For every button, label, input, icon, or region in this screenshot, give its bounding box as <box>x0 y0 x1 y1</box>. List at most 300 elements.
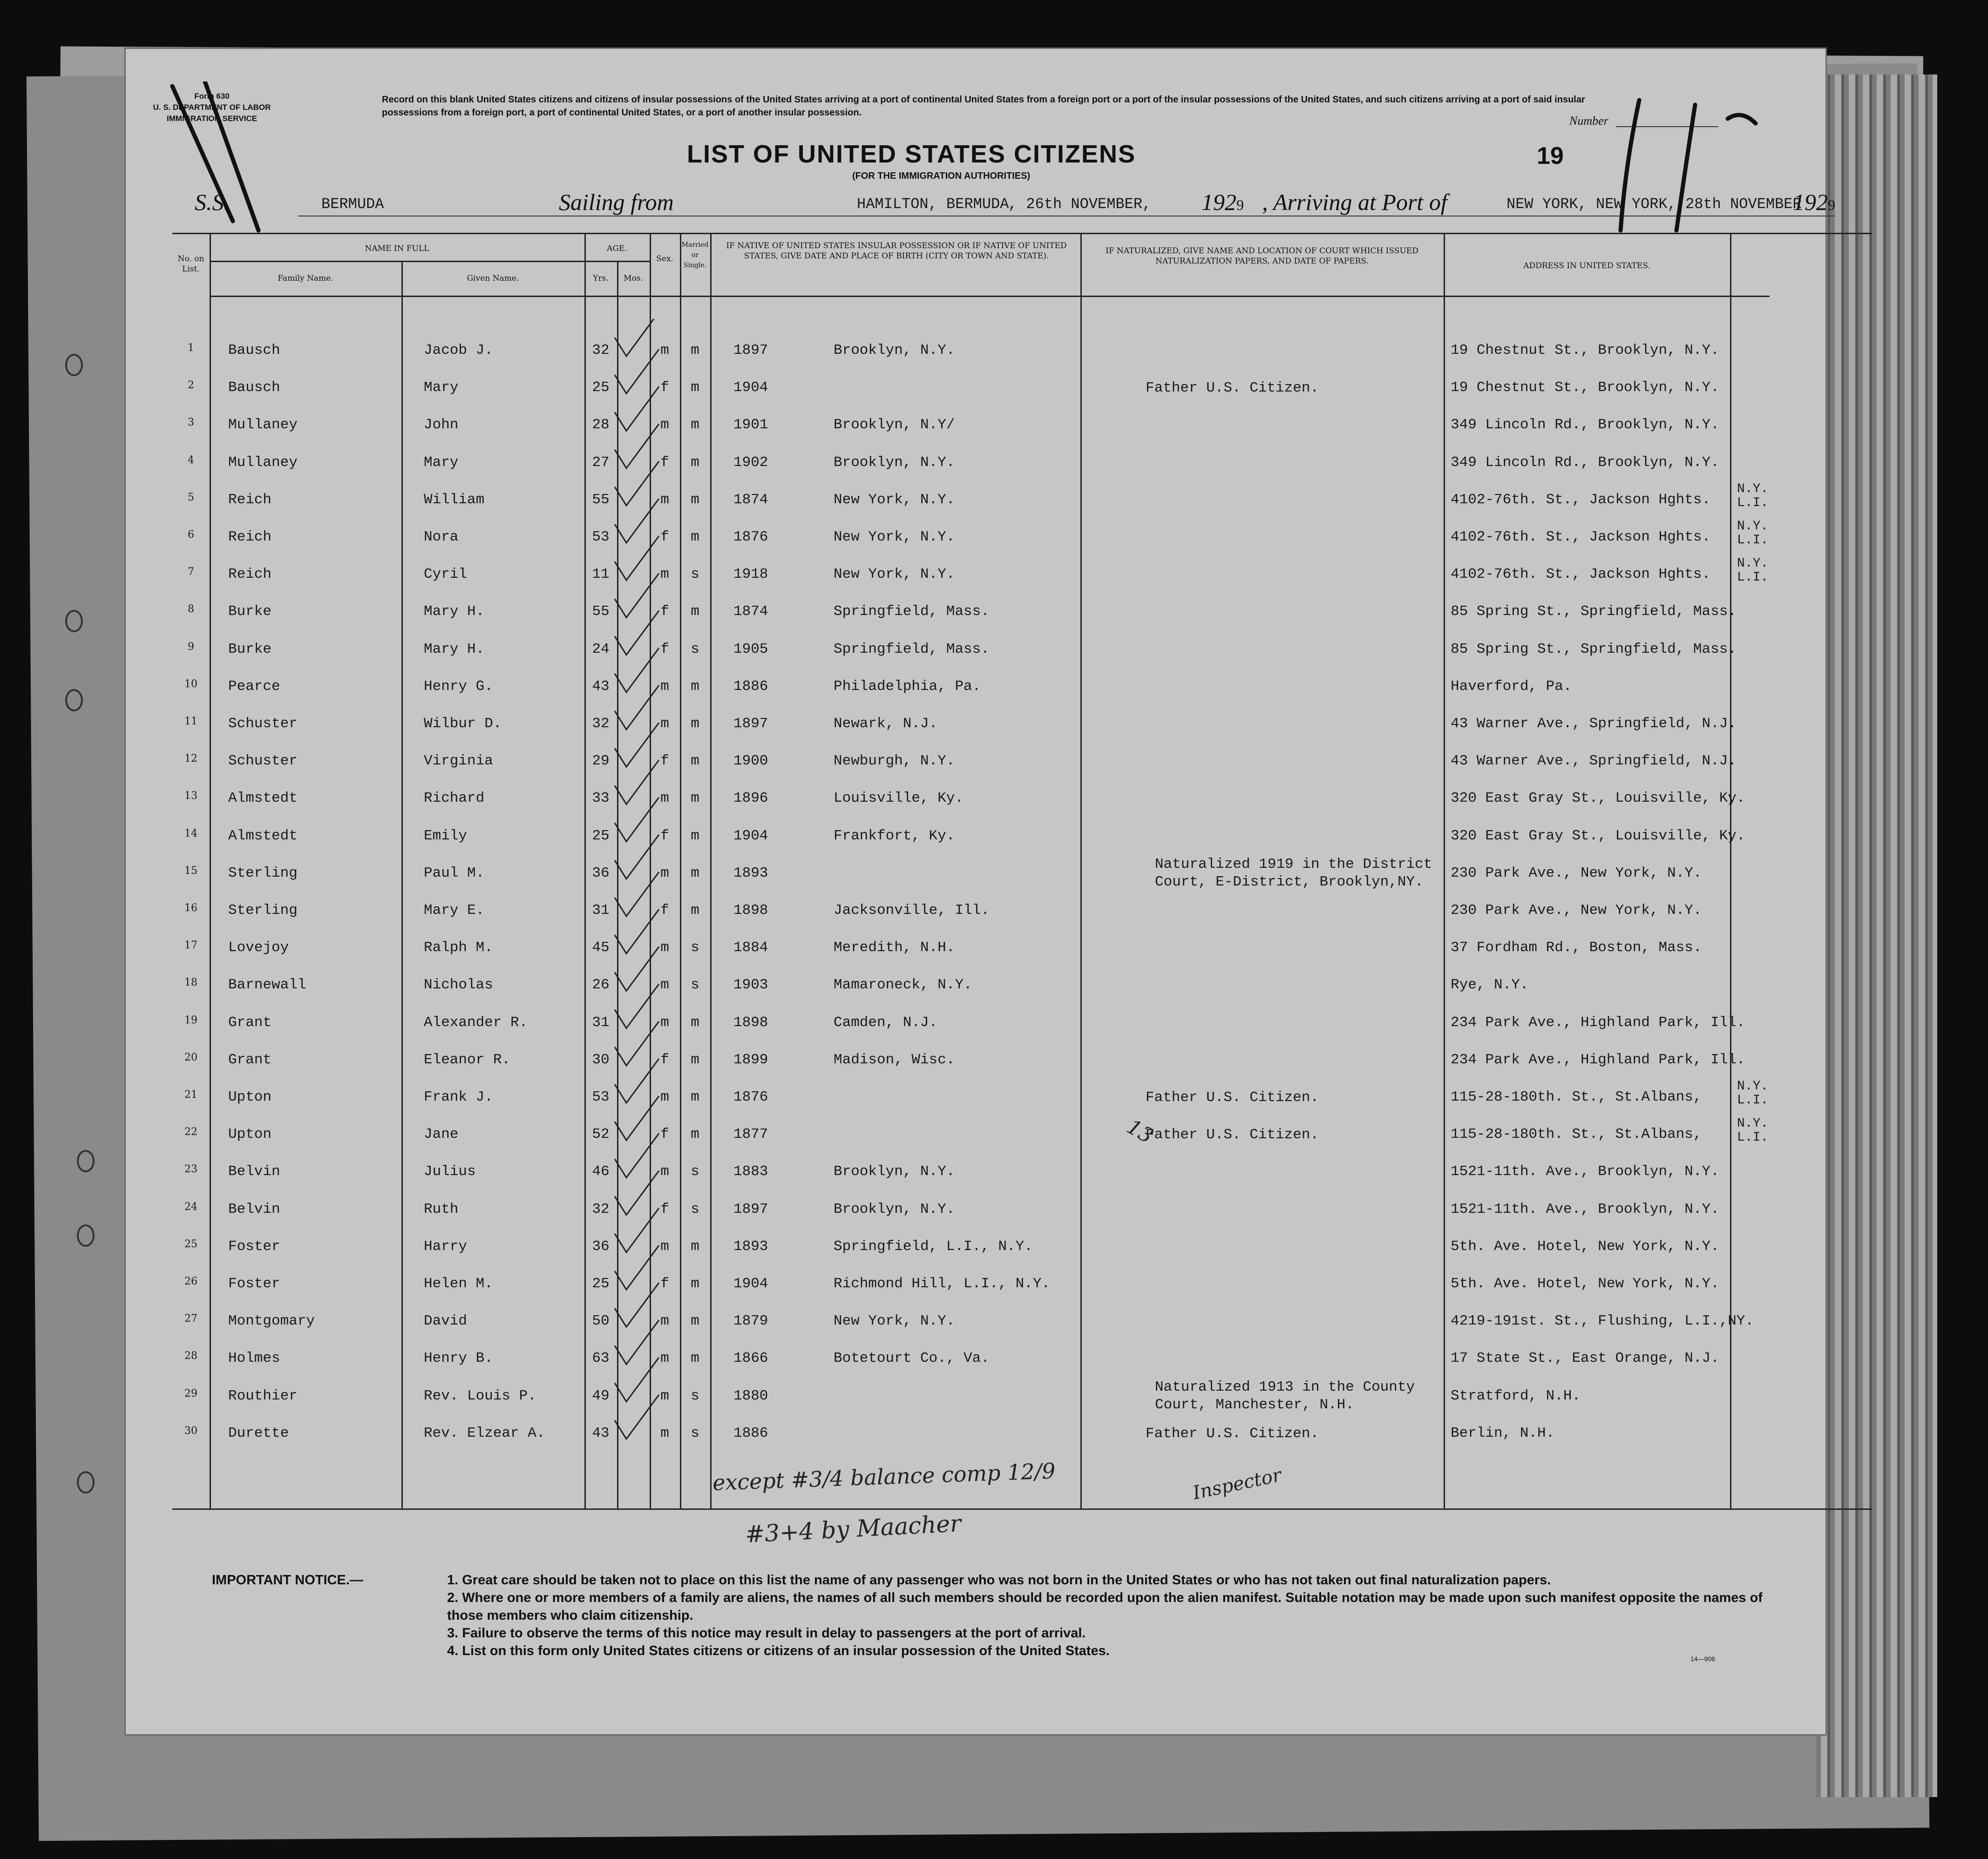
cell-ms: m <box>691 790 699 807</box>
cell-year: 1897 <box>733 1201 768 1217</box>
cell-ms: s <box>691 977 699 994</box>
cell-given: Mary H. <box>424 641 485 657</box>
cell-place: Meredith, N.H. <box>834 940 955 956</box>
check-mark <box>615 1358 659 1402</box>
cell-sex: m <box>660 1387 669 1404</box>
cell-addr: 43 Warner Ave., Springfield, N.J. <box>1451 716 1737 732</box>
col-name-in-full: NAME IN FULL <box>365 244 429 253</box>
page-subtitle: (FOR THE IMMIGRATION AUTHORITIES) <box>852 171 1031 181</box>
cell-no: 14 <box>184 827 197 839</box>
cell-addr: 320 East Gray St., Louisville, Ky. <box>1451 790 1745 807</box>
arriving-label: , Arriving at Port of <box>1262 189 1447 215</box>
cell-no: 1 <box>188 342 194 354</box>
cell-sex: m <box>660 1425 669 1441</box>
check-mark <box>615 872 659 916</box>
cell-addr: 349 Lincoln Rd., Brooklyn, N.Y. <box>1451 454 1719 471</box>
check-mark <box>615 1283 659 1327</box>
cell-age: 32 <box>592 716 610 732</box>
cell-year: 1883 <box>733 1163 768 1180</box>
cell-year: 1898 <box>733 1014 768 1031</box>
cell-no: 10 <box>184 678 197 690</box>
table-header-rule <box>210 296 1770 297</box>
ss-label: S.S. <box>195 189 230 215</box>
cell-no: 9 <box>188 641 194 653</box>
check-mark <box>615 798 659 842</box>
cell-family: Upton <box>228 1126 272 1143</box>
cell-addr: Stratford, N.H. <box>1451 1387 1581 1404</box>
handwritten-acceptance: except #3/4 balance comp 12/9 <box>712 1458 1056 1495</box>
cell-given: John <box>424 417 459 433</box>
cell-sex: f <box>660 1126 669 1143</box>
check-mark <box>615 685 659 730</box>
cell-sex: m <box>660 1014 669 1031</box>
punch-hole <box>77 1150 95 1172</box>
department: U. S. DEPARTMENT OF LABOR <box>153 103 271 112</box>
name-group-rule <box>210 261 584 262</box>
cell-ms: m <box>691 902 699 919</box>
check-marks <box>605 319 717 1497</box>
cell-age: 50 <box>592 1313 610 1330</box>
notice-item: 1. Great care should be taken not to place on this list the name of any passenger who was not born in the United States or who has not taken out final naturalization papers. <box>447 1573 1551 1588</box>
col-rule <box>584 233 586 1508</box>
cell-place: Springfield, Mass. <box>834 641 990 657</box>
service: IMMIGRATION SERVICE <box>167 114 257 123</box>
cell-family: Lovejoy <box>228 940 289 956</box>
notice-item: 2. Where one or more members of a family are aliens, the names of all such members should be recorded upon the alien manifest. Suitable notation may be made upon such manifest opposite the names of those members who claim citizenship. <box>447 1590 1763 1623</box>
cell-age: 25 <box>592 379 610 396</box>
cell-sex: f <box>660 902 669 919</box>
check-mark <box>615 760 659 804</box>
check-mark <box>615 611 659 655</box>
cell-family: Mullaney <box>228 454 298 471</box>
page-title: LIST OF UNITED STATES CITIZENS <box>687 140 1136 168</box>
cell-naturalization: Father U.S. Citizen. <box>1146 1089 1319 1106</box>
cell-ms: m <box>691 716 699 732</box>
cell-family: Burke <box>228 641 272 657</box>
cell-no: 30 <box>184 1425 197 1437</box>
punch-hole <box>65 689 83 711</box>
cell-age: 32 <box>592 342 610 358</box>
cell-no: 2 <box>188 379 194 392</box>
cell-addr: Haverford, Pa. <box>1451 678 1572 695</box>
table-bottom-rule <box>172 1508 1872 1510</box>
cell-ms: m <box>691 827 699 844</box>
cell-sex: m <box>660 1238 669 1255</box>
cell-age: 33 <box>592 790 610 807</box>
cell-sex: m <box>660 678 669 695</box>
cell-family: Upton <box>228 1089 272 1105</box>
check-mark <box>615 349 659 393</box>
cell-year: 1886 <box>733 678 768 695</box>
cell-place: Springfield, L.I., N.Y. <box>834 1238 1033 1255</box>
cell-year: 1866 <box>733 1350 768 1367</box>
cell-addr: 4219-191st. St., Flushing, L.I.,NY. <box>1451 1313 1754 1330</box>
col-no: No. on List. <box>177 254 204 274</box>
manifest-sheet <box>126 49 1835 1734</box>
cell-year: 1904 <box>733 379 768 396</box>
cell-no: 26 <box>184 1276 197 1287</box>
cell-ms: m <box>691 1350 699 1367</box>
punch-hole <box>65 354 83 376</box>
cell-given: Nora <box>424 529 459 545</box>
cell-ms: m <box>691 529 699 545</box>
cell-family: Belvin <box>228 1201 280 1217</box>
check-mark <box>615 319 659 356</box>
cell-ms: m <box>691 417 699 433</box>
cell-no: 8 <box>188 603 194 615</box>
cell-sex: m <box>660 1350 669 1367</box>
cell-place: Springfield, Mass. <box>834 603 990 620</box>
cell-year: 1903 <box>733 977 768 994</box>
cell-sex: m <box>660 491 669 508</box>
cell-no: 12 <box>184 753 197 765</box>
notice-item: 3. Failure to observe the terms of this notice may result in delay to passengers at the port of arrival. <box>447 1626 1086 1641</box>
cell-sex: f <box>660 1051 669 1068</box>
record-instruction: Record on this blank United States citizens and citizens of insular possessions of the United States arriving at a port of continental United States from a foreign port or a port of the insular possessions of the United States, and such citizens arriving at a port of said insular possessions from a foreign port, a port of continental United States, or a port of another insular possession. <box>382 95 1585 118</box>
departure-year: 1929 <box>1201 189 1244 215</box>
cell-naturalization: Naturalized 1913 in the County Court, Manchester, N.H. <box>1155 1379 1415 1413</box>
cell-addr-suffix: N.Y. L.I. <box>1737 1079 1769 1108</box>
cell-year: 1876 <box>733 529 768 545</box>
col-rule <box>1080 233 1082 1508</box>
cell-family: Mullaney <box>228 417 298 433</box>
cell-given: Ralph M. <box>424 940 493 956</box>
cell-addr: 4102-76th. St., Jackson Hghts. <box>1451 529 1711 545</box>
cell-year: 1902 <box>733 454 768 471</box>
cell-addr: 230 Park Ave., New York, N.Y. <box>1451 902 1702 919</box>
col-given: Given Name. <box>467 274 519 283</box>
check-mark <box>615 909 659 953</box>
cell-sex: m <box>660 790 669 807</box>
cell-naturalization: Father U.S. Citizen. <box>1146 380 1319 397</box>
cell-sex: f <box>660 454 669 471</box>
check-mark <box>615 1059 659 1103</box>
cell-addr: 115-28-180th. St., St.Albans, <box>1451 1126 1702 1143</box>
cell-given: Wilbur D. <box>424 716 502 732</box>
check-mark <box>615 1021 659 1066</box>
cell-age: 46 <box>592 1163 610 1180</box>
cell-family: Holmes <box>228 1350 280 1367</box>
cell-age: 36 <box>592 865 610 881</box>
ship-name: BERMUDA <box>321 196 384 213</box>
cell-ms: m <box>691 1276 699 1292</box>
form-number: Form 630 <box>194 92 230 101</box>
cell-family: Grant <box>228 1014 272 1031</box>
cell-given: Emily <box>424 827 468 844</box>
cell-ms: m <box>691 1238 699 1255</box>
cell-age: 32 <box>592 1201 610 1217</box>
check-mark <box>615 1320 659 1364</box>
cell-ms: s <box>691 566 699 583</box>
cell-given: Alexander R. <box>424 1014 528 1031</box>
cell-place: Philadelphia, Pa. <box>834 678 981 695</box>
cell-place: New York, N.Y. <box>834 491 955 508</box>
cell-place: Camden, N.J. <box>834 1014 938 1031</box>
number-label: Number <box>1569 114 1608 128</box>
cell-age: 29 <box>592 753 610 770</box>
cell-place: New York, N.Y. <box>834 1313 955 1330</box>
cell-ms: s <box>691 940 699 956</box>
cell-no: 27 <box>184 1313 197 1325</box>
cell-place: Frankfort, Ky. <box>834 827 955 844</box>
cell-sex: m <box>660 865 669 881</box>
cell-family: Reich <box>228 491 272 508</box>
cell-no: 11 <box>184 716 197 727</box>
cell-age: 27 <box>592 454 610 471</box>
cell-sex: f <box>660 379 669 396</box>
cell-no: 28 <box>184 1350 197 1362</box>
inspector-signature: Inspector <box>1191 1464 1283 1504</box>
cell-year: 1874 <box>733 491 768 508</box>
cell-sex: m <box>660 1163 669 1180</box>
cell-place: Brooklyn, N.Y. <box>834 1163 955 1180</box>
cell-place: Mamaroneck, N.Y. <box>834 977 972 994</box>
cell-family: Schuster <box>228 753 298 770</box>
table-top-rule <box>172 233 1872 234</box>
col-age: AGE. <box>607 244 627 253</box>
arrival-year: 1929 <box>1793 189 1835 215</box>
col-sex: Sex. <box>656 254 673 264</box>
cell-age: 52 <box>592 1126 610 1143</box>
cell-addr: 234 Park Ave., Highland Park, Ill. <box>1451 1051 1745 1068</box>
cell-addr: 230 Park Ave., New York, N.Y. <box>1451 865 1702 881</box>
cell-ms: m <box>691 1051 699 1068</box>
cell-addr-suffix: N.Y. L.I. <box>1737 1116 1769 1145</box>
cell-age: 43 <box>592 1425 610 1441</box>
cell-no: 4 <box>188 454 194 466</box>
cell-ms: m <box>691 1089 699 1105</box>
col-birth: IF NATIVE OF UNITED STATES INSULAR POSSESSION OR IF NATIVE OF UNITED STATES, GIVE DATE AND PLACE OF BIRTH (CITY OR TOWN AND STATE). <box>726 241 1067 261</box>
cell-year: 1880 <box>733 1387 768 1404</box>
cell-age: 53 <box>592 529 610 545</box>
cell-sex: f <box>660 1201 669 1217</box>
cell-year: 1905 <box>733 641 768 657</box>
notice-heading: IMPORTANT NOTICE.— <box>212 1573 363 1588</box>
check-mark <box>615 946 659 991</box>
check-mark <box>615 424 659 468</box>
cell-age: 43 <box>592 678 610 695</box>
cell-no: 29 <box>184 1387 197 1399</box>
cell-given: Jane <box>424 1126 459 1143</box>
cell-family: Durette <box>228 1425 289 1441</box>
cell-age: 63 <box>592 1350 610 1367</box>
cell-given: Mary H. <box>424 603 485 620</box>
cell-addr: 1521-11th. Ave., Brooklyn, N.Y. <box>1451 1163 1719 1180</box>
cell-place: Brooklyn, N.Y. <box>834 342 955 358</box>
cell-addr: 115-28-180th. St., St.Albans, <box>1451 1089 1702 1105</box>
cell-place: Madison, Wisc. <box>834 1051 955 1068</box>
col-naturalized: IF NATURALIZED, GIVE NAME AND LOCATION OF COURT WHICH ISSUED NATURALIZATION PAPERS, AND DATE OF PAPERS. <box>1106 246 1418 266</box>
cell-family: Barnewall <box>228 977 306 994</box>
cell-ms: s <box>691 1201 699 1217</box>
departure-date: , 26th NOVEMBER, <box>1008 196 1152 213</box>
check-mark <box>615 835 659 879</box>
cell-ms: m <box>691 491 699 508</box>
cell-sex: f <box>660 827 669 844</box>
cell-place: Jacksonville, Ill. <box>834 902 990 919</box>
cell-given: Cyril <box>424 566 468 583</box>
cell-given: Helen M. <box>424 1276 493 1292</box>
cell-naturalization: Father U.S. Citizen. <box>1146 1127 1319 1143</box>
cell-ms: m <box>691 678 699 695</box>
page-stack-edge <box>1816 74 1937 1797</box>
cell-no: 15 <box>184 865 197 877</box>
cell-age: 24 <box>592 641 610 657</box>
col-yrs: Yrs. <box>593 274 609 283</box>
cell-family: Burke <box>228 603 272 620</box>
cell-year: 1901 <box>733 417 768 433</box>
check-mark <box>615 1245 659 1290</box>
cell-year: 1918 <box>733 566 768 583</box>
cell-given: Jacob J. <box>424 342 493 358</box>
cell-given: Ruth <box>424 1201 459 1217</box>
cell-age: 31 <box>592 902 610 919</box>
cell-ms: s <box>691 1425 699 1441</box>
cell-given: Virginia <box>424 753 493 770</box>
cell-sex: m <box>660 1089 669 1105</box>
cell-year: 1886 <box>733 1425 768 1441</box>
cell-addr: 5th. Ave. Hotel, New York, N.Y. <box>1451 1238 1719 1255</box>
cell-no: 6 <box>188 529 194 541</box>
check-mark <box>615 1171 659 1215</box>
cell-addr: 349 Lincoln Rd., Brooklyn, N.Y. <box>1451 417 1719 433</box>
cell-sex: f <box>660 641 669 657</box>
cell-no: 20 <box>184 1051 197 1063</box>
cell-year: 1900 <box>733 753 768 770</box>
cell-given: Mary <box>424 454 459 471</box>
punch-hole <box>77 1471 95 1494</box>
cell-age: 31 <box>592 1014 610 1031</box>
cell-family: Sterling <box>228 902 298 919</box>
cell-given: William <box>424 491 485 508</box>
cell-no: 23 <box>184 1163 197 1176</box>
cell-year: 1893 <box>733 1238 768 1255</box>
cell-age: 55 <box>592 603 610 620</box>
cell-year: 1874 <box>733 603 768 620</box>
cell-place: Richmond Hill, L.I., N.Y. <box>834 1276 1051 1292</box>
sailing-label: Sailing from <box>559 189 674 215</box>
cell-given: Henry G. <box>424 678 493 695</box>
cell-year: 1904 <box>733 827 768 844</box>
cell-family: Reich <box>228 566 272 583</box>
important-notice <box>212 1571 1795 1660</box>
cell-age: 53 <box>592 1089 610 1105</box>
cell-sex: f <box>660 529 669 545</box>
check-mark <box>615 1208 659 1252</box>
cell-family: Foster <box>228 1238 280 1255</box>
cell-age: 26 <box>592 977 610 994</box>
check-mark <box>615 723 659 767</box>
cell-place: Brooklyn, N.Y/ <box>834 417 955 433</box>
cell-place: Botetourt Co., Va. <box>834 1350 990 1367</box>
cell-age: 25 <box>592 1276 610 1292</box>
check-mark <box>615 536 659 580</box>
col-mos: Mos. <box>624 274 643 283</box>
cell-given: David <box>424 1313 468 1330</box>
cell-no: 25 <box>184 1238 197 1250</box>
cell-ms: m <box>691 753 699 770</box>
cell-ms: m <box>691 1126 699 1143</box>
arrival-port: NEW YORK, NEW YORK, 28th NOVEMBER <box>1506 196 1802 213</box>
check-mark <box>615 1133 659 1177</box>
cell-no: 16 <box>184 902 197 914</box>
col-address: ADDRESS IN UNITED STATES. <box>1523 261 1650 270</box>
cell-given: Mary E. <box>424 902 485 919</box>
cell-family: Almstedt <box>228 790 298 807</box>
age-group-rule <box>584 261 650 262</box>
cell-addr: 4102-76th. St., Jackson Hghts. <box>1451 566 1711 583</box>
cell-given: Nicholas <box>424 977 493 994</box>
cell-given: Julius <box>424 1163 476 1180</box>
cell-addr: 17 State St., East Orange, N.J. <box>1451 1350 1719 1367</box>
cell-naturalization: Naturalized 1919 in the District Court, E-District, Brooklyn,NY. <box>1155 856 1432 890</box>
check-mark <box>615 499 659 543</box>
cell-family: Belvin <box>228 1163 280 1180</box>
notice-item: 4. List on this form only United States citizens or citizens of an insular possession of the United States. <box>447 1643 1110 1658</box>
cell-addr-suffix: N.Y. L.I. <box>1737 519 1769 548</box>
margin-mark: 13 <box>1123 1115 1157 1149</box>
cell-place: Brooklyn, N.Y. <box>834 454 955 471</box>
col-family: Family Name. <box>278 274 333 283</box>
cell-year: 1884 <box>733 940 768 956</box>
cell-no: 22 <box>184 1126 197 1138</box>
cell-family: Almstedt <box>228 827 298 844</box>
cell-addr: 19 Chestnut St., Brooklyn, N.Y. <box>1451 379 1719 396</box>
cell-year: 1904 <box>733 1276 768 1292</box>
cell-no: 3 <box>188 417 194 429</box>
cell-no: 24 <box>184 1201 197 1213</box>
cell-addr: 37 Fordham Rd., Boston, Mass. <box>1451 940 1702 956</box>
cell-given: Rev. Louis P. <box>424 1387 536 1404</box>
cell-given: Paul M. <box>424 865 485 881</box>
cell-year: 1897 <box>733 342 768 358</box>
punch-hole <box>65 610 83 632</box>
cell-no: 5 <box>188 491 194 503</box>
cell-ms: s <box>691 641 699 657</box>
cell-year: 1896 <box>733 790 768 807</box>
cell-sex: m <box>660 977 669 994</box>
cell-age: 30 <box>592 1051 610 1068</box>
cell-family: Routhier <box>228 1387 298 1404</box>
cell-family: Montgomary <box>228 1313 315 1330</box>
cell-ms: m <box>691 603 699 620</box>
cell-sex: m <box>660 566 669 583</box>
cell-family: Foster <box>228 1276 280 1292</box>
cell-sex: f <box>660 753 669 770</box>
punch-hole <box>77 1224 95 1247</box>
cell-ms: s <box>691 1387 699 1404</box>
cell-place: New York, N.Y. <box>834 529 955 545</box>
cell-addr: 19 Chestnut St., Brooklyn, N.Y. <box>1451 342 1719 358</box>
col-rule <box>210 233 211 1508</box>
cell-age: 55 <box>592 491 610 508</box>
cell-family: Schuster <box>228 716 298 732</box>
cell-sex: f <box>660 1276 669 1292</box>
cell-naturalization: Father U.S. Citizen. <box>1146 1425 1319 1442</box>
cell-no: 13 <box>184 790 197 802</box>
cell-ms: m <box>691 1014 699 1031</box>
cell-sex: m <box>660 716 669 732</box>
departure-year-digit: 9 <box>1236 196 1244 213</box>
cell-ms: m <box>691 1313 699 1330</box>
cell-year: 1877 <box>733 1126 768 1143</box>
cell-age: 11 <box>592 566 610 583</box>
handwritten-note: #3+4 by Maacher <box>744 1509 962 1548</box>
list-year: 19 <box>1537 142 1564 169</box>
cell-age: 45 <box>592 940 610 956</box>
cell-addr: 85 Spring St., Springfield, Mass. <box>1451 603 1737 620</box>
cell-given: Frank J. <box>424 1089 493 1105</box>
